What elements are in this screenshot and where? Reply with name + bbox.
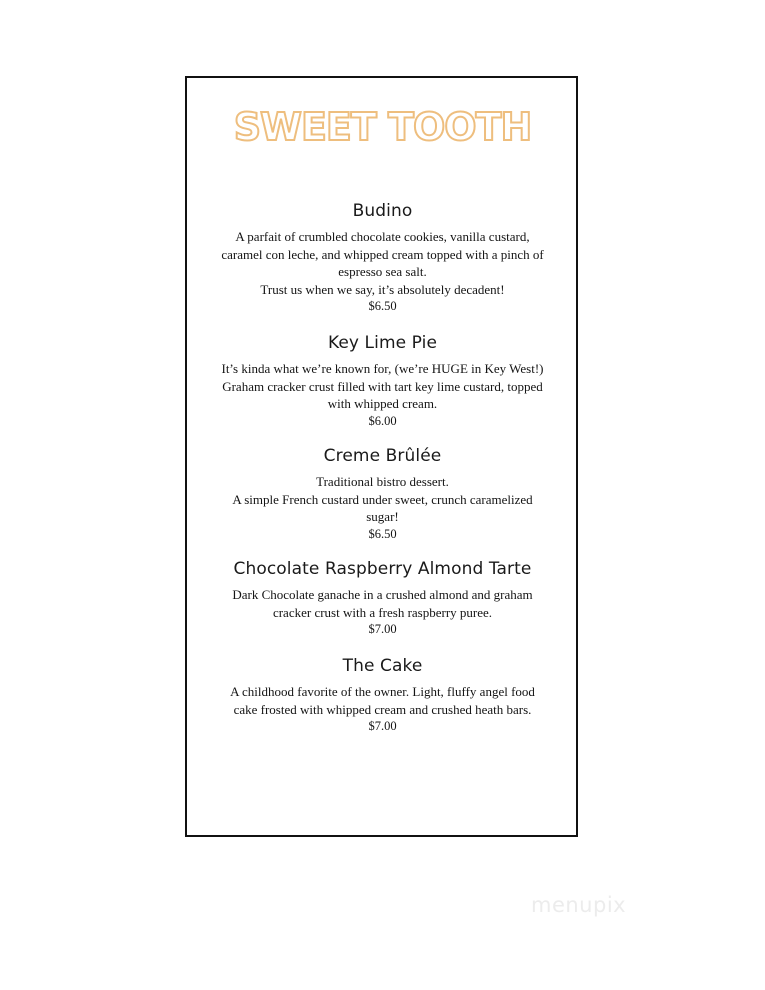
item-description-line: A childhood favorite of the owner. Light, fluffy angel food [230,684,535,699]
item-description-line: espresso sea salt. [338,264,427,279]
item-price: $7.00 [368,622,397,636]
item-name: Budino [352,201,413,221]
item-price: $7.00 [368,719,397,733]
item-description-line: Dark Chocolate ganache in a crushed almond and graham [232,587,533,602]
menu-title: SWEET TOOTH [233,105,532,149]
item-description-line: Traditional bistro dessert. [316,474,449,489]
menu-item-creme-brulee [0,444,765,543]
item-description-line: Trust us when we say, it’s absolutely decadent! [260,281,505,297]
item-name: Creme Brûlée [323,446,442,466]
menupix-watermark: menupix [531,893,627,917]
menu-item-chocolate-raspberry-almond-tarte [0,557,765,638]
menu-item-budino [0,199,765,315]
item-price: $6.50 [368,299,397,313]
menu-item-the-cake [0,654,765,735]
item-price: $6.00 [368,413,397,428]
item-description-line: with whipped cream. [327,396,438,411]
item-name: The Cake [342,656,423,676]
item-description-line: sugar! [366,509,399,524]
item-description-line: It’s kinda what we’re known for, (we’re HUGE in Key West!) [221,361,544,376]
item-name: Key Lime Pie [327,333,438,353]
item-name: Chocolate Raspberry Almond Tarte [233,559,532,579]
item-description-line: Graham cracker crust filled with tart key lime custard, topped [222,378,543,394]
item-price: $6.50 [368,526,397,541]
item-description-line: cake frosted with whipped cream and crushed heath bars. [233,701,532,717]
item-description-line: cracker crust with a fresh raspberry puree. [272,604,493,620]
item-description-line: A parfait of crumbled chocolate cookies, vanilla custard, [235,229,530,244]
item-description-line: caramel con leche, and whipped cream topped with a pinch of [221,246,544,262]
item-description-line: A simple French custard under sweet, crunch caramelized [232,491,533,507]
menu-item-key-lime-pie [0,331,765,430]
